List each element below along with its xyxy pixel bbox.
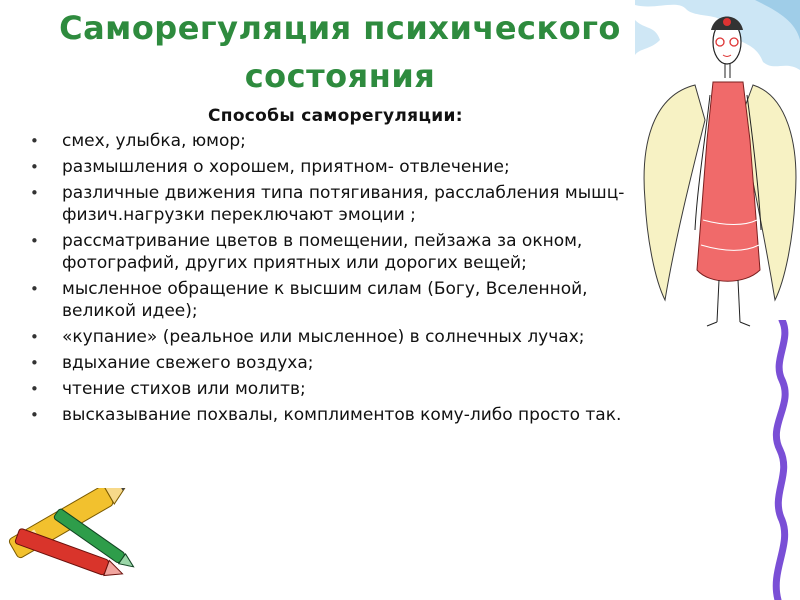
list-item: • чтение стихов или молитв; xyxy=(30,378,630,400)
list-item: • мысленное обращение к высшим силам (Богу, Вселенной, великой идее); xyxy=(30,278,630,322)
title-line-1: Саморегуляция психического xyxy=(59,9,621,47)
angel-drawing-icon xyxy=(635,0,800,330)
list-item: • смех, улыбка, юмор; xyxy=(30,130,630,152)
list-item: • высказывание похвалы, комплиментов кому-либо просто так. xyxy=(30,404,630,426)
crayon-pencils-icon xyxy=(0,488,190,600)
slide-title xyxy=(40,4,640,100)
methods-list xyxy=(30,130,630,430)
subtitle: Способы саморегуляции: xyxy=(208,106,463,126)
list-item: • вдыхание свежего воздуха; xyxy=(30,352,630,374)
list-item: • «купание» (реальное или мысленное) в солнечных лучах; xyxy=(30,326,630,348)
list-item: • размышления о хорошем, приятном- отвлечение; xyxy=(30,156,630,178)
title-line-2: состояния xyxy=(244,57,436,95)
list-item: • рассматривание цветов в помещении, пейзажа за окном, фотографий, других приятных или дорогих вещей; xyxy=(30,230,630,274)
list-item: • различные движения типа потягивания, расслабления мышц- физич.нагрузки переключают эмоции ; xyxy=(30,182,630,226)
purple-squiggle-icon xyxy=(752,320,800,600)
